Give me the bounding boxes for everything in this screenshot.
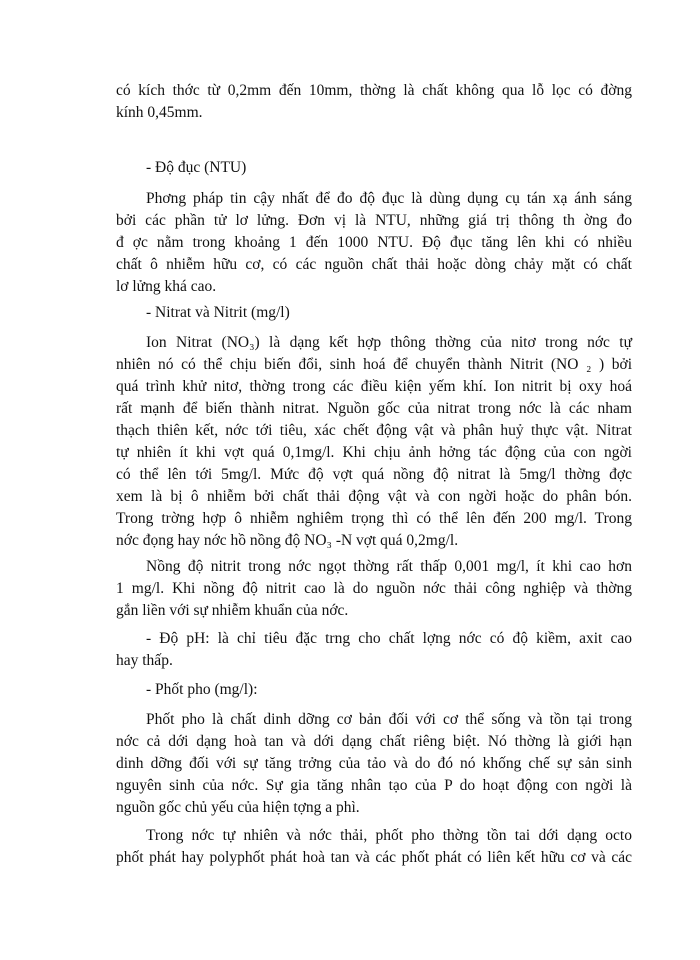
- text-line: có thể lên tới 5mg/l. Mức độ vợt quá nồng độ nitrat là 5mg/l thờng đợc: [116, 466, 632, 483]
- text-line: có kích thớc từ 0,2mm đến 10mm, thờng là chất không qua lỗ lọc có đờng: [116, 82, 632, 99]
- text-line: dinh dỡng đối với sự tăng trởng của tảo và do đó nó khống chế sự sản sinh: [116, 755, 632, 772]
- text-line: Phốt pho là chất dinh dỡng cơ bản đối với cơ thể sống và tồn tại trong: [146, 711, 632, 728]
- text-line: lơ lửng khá cao.: [116, 278, 217, 295]
- section-heading-phosphorus: - Phốt pho (mg/l):: [146, 681, 258, 698]
- text-line: nớc cả dới dạng hoà tan và dới dạng chất riêng biệt. Nó thờng là giới hạn: [116, 733, 632, 750]
- text-line: Phơng pháp tin cậy nhất để đo độ đục là dùng dụng cụ tán xạ ánh sáng: [146, 190, 632, 207]
- text-line: 1 mg/l. Khi nồng độ nitrit cao là do nguồn nớc thải công nghiệp và thờng: [116, 580, 632, 597]
- text-line: Trong nớc tự nhiên và nớc thải, phốt pho thờng tồn tai dới dạng octo: [146, 827, 632, 844]
- text-line: bởi các phần tử lơ lửng. Đơn vị là NTU, những giá trị thông th ờng đo: [116, 212, 632, 229]
- text-line: Ion Nitrat (NO₃) là dạng kết hợp thông thờng của nitơ trong nớc tự: [146, 334, 632, 351]
- text-line: nhiên nó có thể chịu biến đổi, sinh hoá để chuyển thành Nitrit (NO ₂ ) bởi: [116, 356, 632, 373]
- text-line: xem là bị ô nhiễm bởi chất thải động vật và con ngời hoặc do phân bón.: [116, 488, 632, 505]
- section-heading-turbidity: - Độ đục (NTU): [146, 159, 247, 176]
- text-line: kính 0,45mm.: [116, 104, 203, 121]
- text-line: Trong trờng hợp ô nhiễm nghiêm trọng thì có thể lên đến 200 mg/l. Trong: [116, 510, 632, 527]
- text-line: chất ô nhiễm hữu cơ, có các nguồn chất thải hoặc dòng chảy mặt có chất: [116, 256, 632, 273]
- section-heading-nitrate: - Nitrat và Nitrit (mg/l): [146, 304, 290, 321]
- text-line: nguồn gốc chủ yếu của hiện tợng a phì.: [116, 799, 360, 816]
- text-line: đ ợc nằm trong khoảng 1 đến 1000 NTU. Độ đục tăng lên khi có nhiều: [116, 234, 632, 251]
- text-line: nớc đọng hay nớc hồ nồng độ NO₃ -N vợt quá 0,2mg/l.: [116, 532, 459, 549]
- text-line: rất mạnh để biến thành nitrat. Nguồn gốc của nitrat trong nớc là các nham: [116, 400, 632, 417]
- text-line: phốt phát hay polyphốt phát hoà tan và các phốt phát có liên kết hữu cơ và các: [116, 849, 632, 866]
- text-line: thạch thiên kết, nớc tới tiêu, xác chết động vật và phân huỷ thực vật. Nitrat: [116, 422, 632, 439]
- text-line: tự nhiên ít khi vợt quá 0,1mg/l. Khi chịu ảnh hởng tác động của con ngời: [116, 444, 632, 461]
- text-line: quá trình khử nitơ, thờng trong các điều kiện yếm khí. Ion nitrit bị oxy hoá: [116, 378, 632, 395]
- text-line: gắn liền với sự nhiễm khuẩn của nớc.: [116, 602, 349, 619]
- text-line: nguyên sinh của nớc. Sự gia tăng nhân tạo của P do hoạt động con ngời là: [116, 777, 632, 794]
- text-line: hay thấp.: [116, 652, 173, 669]
- text-line: - Độ pH: là chỉ tiêu đặc trng cho chất lợng nớc có độ kiềm, axit cao: [146, 630, 632, 647]
- text-line: Nồng độ nitrit trong nớc ngọt thờng rất thấp 0,001 mg/l, ít khi cao hơn: [146, 558, 632, 575]
